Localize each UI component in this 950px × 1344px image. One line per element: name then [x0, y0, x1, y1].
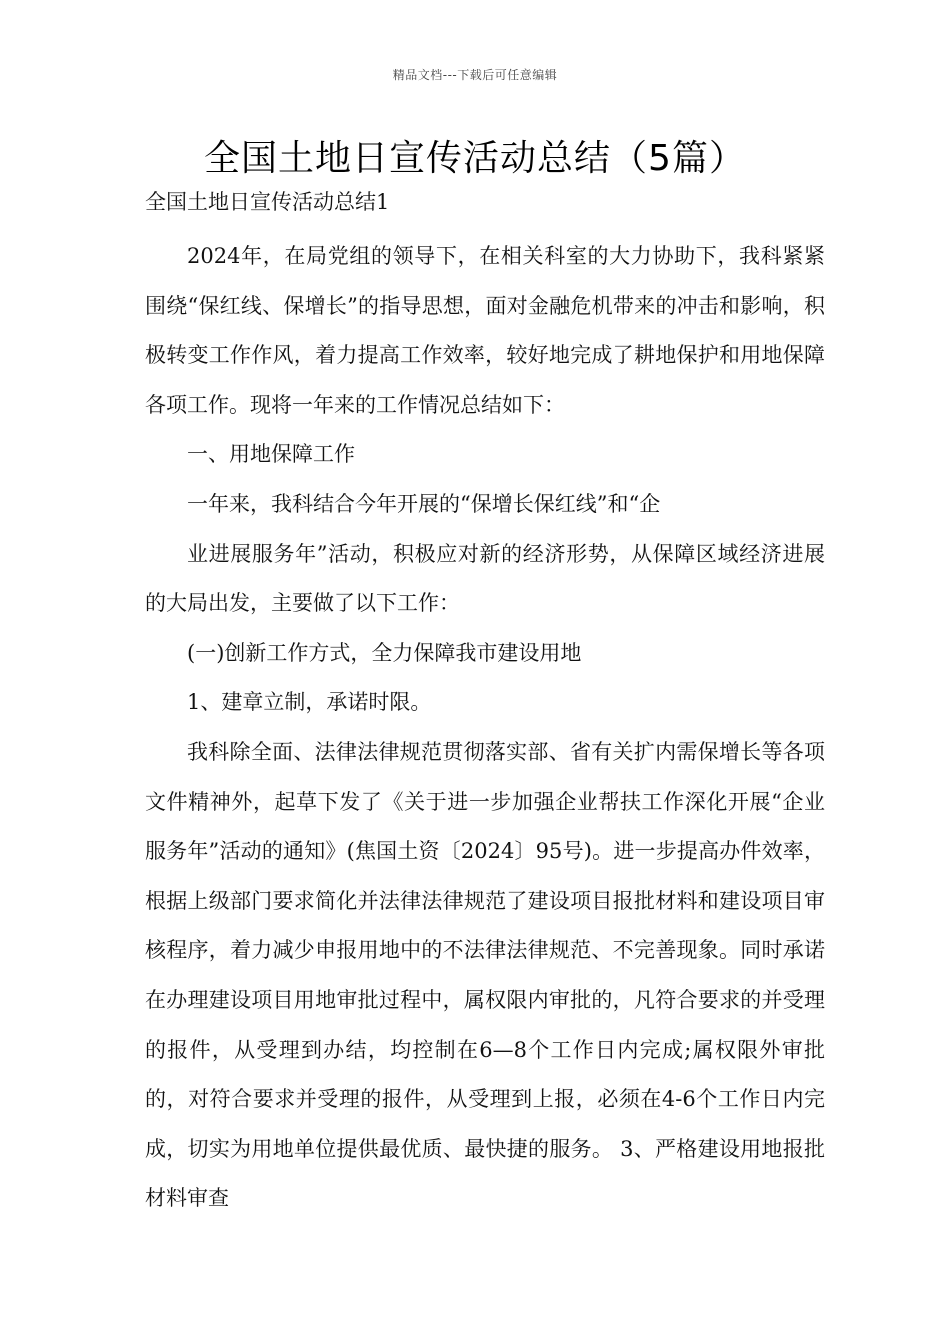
section-heading: 全国土地日宣传活动总结1 [145, 190, 390, 214]
paragraph-intro: 2024年，在局党组的领导下，在相关科室的大力协助下，我科紧紧围绕“保红线、保增长”的指导思想，面对金融危机带来的冲击和影响，积极转变工作作风，着力提高工作效率，较好地完成了耕地保护和用地保障各项工作。现将一年来的工作情况总结如下： [145, 244, 825, 417]
heading-land-guarantee: 一、用地保障工作 [187, 442, 355, 467]
paragraph-details: 我科除全面、法律法律规范贯彻落实部、省有关扩内需保增长等各项文件精神外，起草下发了《关于进一步加强企业帮扶工作深化开展“企业服务年”活动的通知》(焦国土资〔2024〕95号)。进一步提高办件效率，根据上级部门要求简化并法律法律规范了建设项目报批材料和建设项目审核程序，着力减少申报用地中的不法律法律规范、不完善现象。同时承诺在办理建设项目用地审批过程中，属权限内审批的，凡符合要求的并受理的报件，从受理到办结，均控制在6—8个工作日内完成;属权限外审批的，对符合要求并受理的报件，从受理到上报，必须在4-6个工作日内完成，切实为用地单位提供最优质、最快捷的服务。 3、严格建设用地报批材料审查 [145, 739, 825, 1211]
subheading-rules: 1、建章立制，承诺时限。 [187, 690, 432, 715]
document-body [145, 232, 825, 1224]
subheading-innovation: (一)创新工作方式，全力保障我市建设用地 [187, 640, 582, 665]
document-title: 全国土地日宣传活动总结（5篇） [204, 138, 746, 179]
paragraph-year-summary-cont: 业进展服务年”活动，积极应对新的经济形势，从保障区域经济进展的大局出发，主要做了以下工作： [145, 541, 825, 616]
paragraph-year-summary-start: 一年来，我科结合今年开展的“保增长保红线”和“企 [187, 491, 661, 516]
header-note: 精品文档---下载后可任意编辑 [392, 68, 558, 82]
